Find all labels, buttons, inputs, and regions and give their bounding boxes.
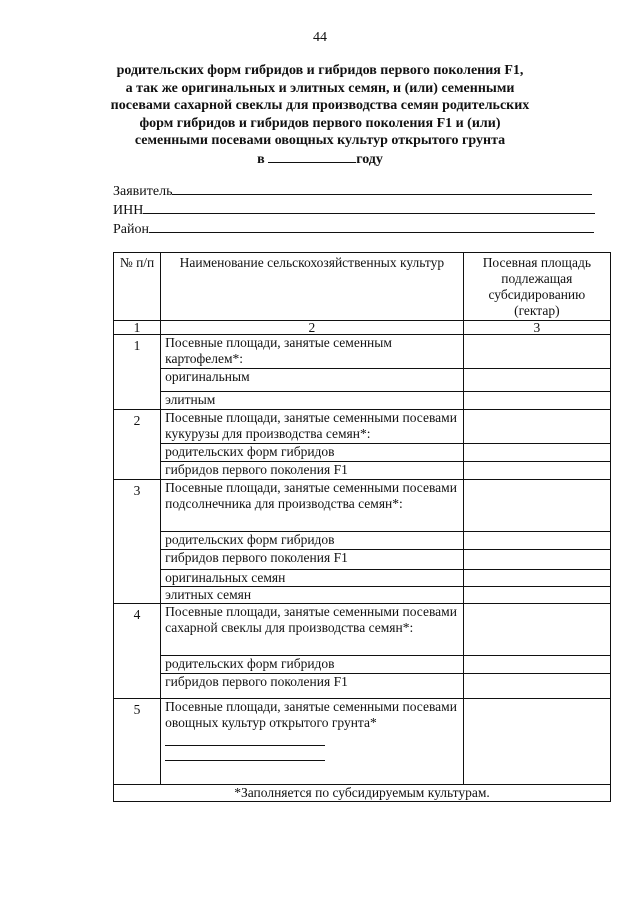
area-cell[interactable] (463, 410, 610, 444)
year-line (110, 150, 530, 169)
applicant-blank[interactable] (172, 181, 592, 195)
header-area: Посевная площадь подлежащая субсидированию (гектар) (463, 253, 610, 321)
row-item: родительских форм гибридов (161, 656, 464, 674)
row-item: оригинальных семян (161, 570, 464, 587)
year-suffix: году (356, 151, 383, 167)
row-title-cell (161, 699, 464, 785)
table-header-row (114, 253, 611, 321)
table-row (114, 604, 611, 656)
row-item: элитных семян (161, 587, 464, 604)
row-title: Посевные площади, занятые семенным картофелем*: (161, 335, 464, 369)
row-item: оригинальным (161, 369, 464, 392)
table-row (114, 587, 611, 604)
district-field[interactable] (113, 219, 594, 238)
row-title: Посевные площади, занятые семенными посевами сахарной свеклы для производства семян*: (161, 604, 464, 656)
row-item: элитным (161, 392, 464, 410)
table-row (114, 480, 611, 532)
table-row (114, 699, 611, 785)
title-line: форм гибридов и гибридов первого поколения F1 и (или) (139, 115, 501, 131)
row-title: Посевные площади, занятые семенными посевами овощных культур открытого грунта* (165, 699, 457, 730)
header-num: № п/п (114, 253, 161, 321)
table-row (114, 656, 611, 674)
page-number: 44 (313, 30, 327, 45)
row-item: гибридов первого поколения F1 (161, 674, 464, 699)
footnote-row (114, 785, 611, 802)
inn-field[interactable] (113, 200, 595, 219)
row-number: 1 (114, 335, 161, 410)
area-cell[interactable] (463, 656, 610, 674)
table-row (114, 532, 611, 550)
year-prefix: в (257, 151, 265, 167)
inn-blank[interactable] (143, 200, 595, 214)
area-cell[interactable] (463, 444, 610, 462)
custom-crop-blank[interactable] (165, 731, 325, 746)
column-index-row (114, 321, 611, 335)
area-cell[interactable] (463, 570, 610, 587)
table-row (114, 570, 611, 587)
row-item: гибридов первого поколения F1 (161, 462, 464, 480)
table-row (114, 410, 611, 444)
row-item: родительских форм гибридов (161, 444, 464, 462)
column-index: 3 (463, 321, 610, 335)
table-row (114, 444, 611, 462)
applicant-label: Заявитель (113, 184, 173, 199)
form-title (110, 62, 530, 168)
footnote: *Заполняется по субсидируемым культурам. (114, 785, 611, 802)
table-row (114, 674, 611, 699)
table-row (114, 550, 611, 570)
row-number: 2 (114, 410, 161, 480)
title-line: семенными посевами овощных культур открытого грунта (134, 133, 506, 148)
area-cell[interactable] (463, 462, 610, 480)
inn-label: ИНН (113, 203, 144, 218)
district-label: Район (113, 222, 149, 237)
area-cell[interactable] (463, 587, 610, 604)
column-index: 2 (161, 321, 464, 335)
applicant-field[interactable] (113, 181, 592, 200)
row-item: гибридов первого поколения F1 (161, 550, 464, 570)
area-cell[interactable] (463, 699, 610, 785)
column-index: 1 (114, 321, 161, 335)
row-number: 3 (114, 480, 161, 604)
area-cell[interactable] (463, 392, 610, 410)
table-row (114, 369, 611, 392)
subsidy-table (113, 252, 611, 802)
table-row (114, 335, 611, 369)
table-row (114, 462, 611, 480)
row-number: 5 (114, 699, 161, 785)
custom-crop-blank[interactable] (165, 746, 325, 761)
title-line: родительских форм гибридов и гибридов первого поколения F1, (116, 63, 524, 78)
row-number: 4 (114, 604, 161, 699)
area-cell[interactable] (463, 674, 610, 699)
header-name: Наименование сельскохозяйственных культур (161, 253, 464, 321)
area-cell[interactable] (463, 550, 610, 570)
table-row (114, 392, 611, 410)
row-title: Посевные площади, занятые семенными посевами кукурузы для производства семян*: (161, 410, 464, 444)
row-item: родительских форм гибридов (161, 532, 464, 550)
area-cell[interactable] (463, 335, 610, 369)
area-cell[interactable] (463, 532, 610, 550)
area-cell[interactable] (463, 369, 610, 392)
district-blank[interactable] (149, 219, 594, 233)
year-blank[interactable] (268, 150, 356, 163)
area-cell[interactable] (463, 480, 610, 532)
area-cell[interactable] (463, 604, 610, 656)
title-line: посевами сахарной свеклы для производства семян родительских (110, 98, 530, 113)
title-line: а так же оригинальных и элитных семян, и (или) семенными (125, 80, 515, 96)
row-title: Посевные площади, занятые семенными посевами подсолнечника для производства семян*: (161, 480, 464, 532)
